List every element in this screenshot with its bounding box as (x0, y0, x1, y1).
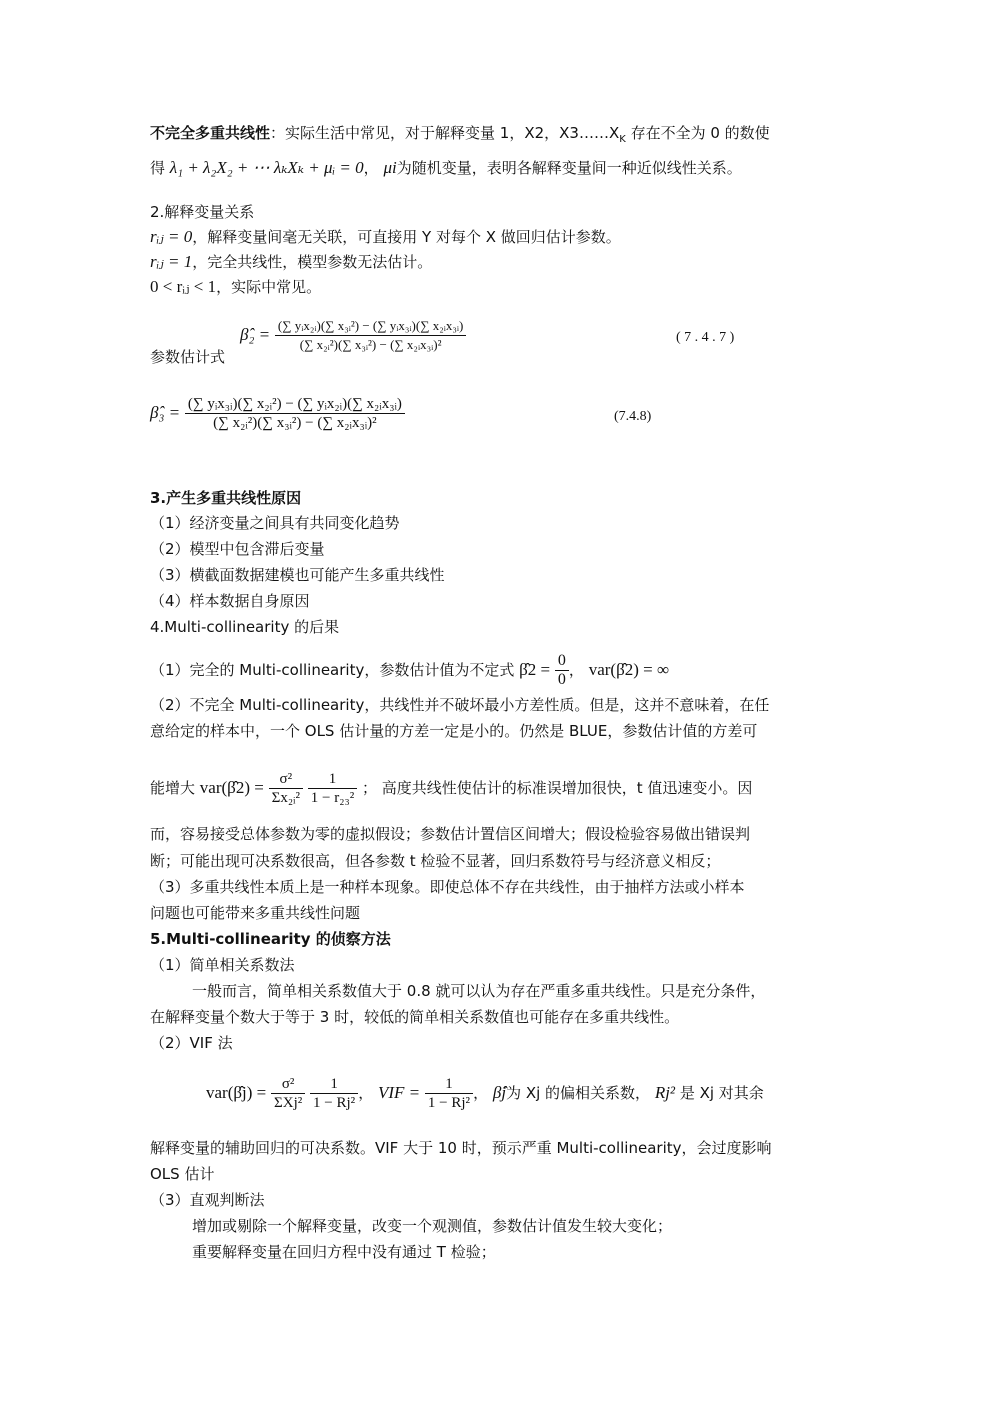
s4-var-frac2 (308, 770, 357, 807)
s4-p1-lhs: β̂2 = (519, 660, 551, 679)
s2-est-label: 参数估计式 (150, 348, 226, 366)
s5-vif-frac3 (425, 1075, 473, 1112)
s2-eq1-no: ( 7 . 4 . 7 ) (676, 330, 735, 345)
s4-var-den1: Σx₂ᵢ² (271, 790, 301, 806)
s5-m1-l1: 一般而言，简单相关系数值大于 0.8 就可以认为存在严重多重共线性。只是充分条件， (192, 982, 766, 1000)
s5-vif-den3: 1 − Rj² (427, 1095, 471, 1111)
s5-bj: β̂j (492, 1083, 507, 1102)
s5-vif-frac2 (310, 1075, 358, 1112)
s5-vif-eq: VIF = (377, 1083, 421, 1102)
s1-formula: λ₁ + λ₂X₂ + ⋯ λₖXₖ + μᵢ = 0 (169, 158, 364, 177)
s5-vif-line (206, 1075, 764, 1112)
s4-p1-frac (555, 652, 569, 689)
s4-p2-l5: 断；可能出现可决系数很高，但各参数 t 检验不显著，回归系数符号与经济意义相反； (150, 852, 721, 870)
s2-title: 2.解释变量关系 (150, 203, 255, 221)
s4-p2-l3a: 能增大 (150, 779, 196, 797)
s2-rmid (150, 276, 321, 298)
s5-vif-t3: 是 Xj 对其余 (679, 1084, 764, 1102)
s4-p1-var: var(β̂2) = ∞ (588, 660, 670, 679)
s5-vif-sep: ， (358, 1084, 374, 1102)
s1-line2 (150, 157, 742, 179)
s2-r0-text: ，解释变量间毫无关联，可直接用 Y 对每个 X 做回归估计参数。 (192, 228, 621, 246)
s5-vif-num1: σ² (271, 1075, 305, 1094)
s2-beta3-eq (150, 395, 405, 432)
s4-var-den2: 1 − r₂₃² (310, 790, 355, 806)
s1-line2-b: ， (363, 159, 379, 177)
s5-vif-num3: 1 (425, 1075, 473, 1094)
s4-p2-l3 (150, 770, 752, 807)
s4-p1 (150, 652, 669, 689)
s2-rmid-text: ，实际中常见。 (216, 278, 322, 296)
s5-vif-den2: 1 − Rj² (313, 1095, 356, 1111)
s4-p2-l1: （2）不完全 Multi-collinearity，共线性并不破坏最小方差性质。但是，这并不意味着，在任 (150, 696, 770, 714)
s2-r1-text: ，完全共线性，模型参数无法估计。 (192, 253, 433, 271)
s3-item-4: （4）样本数据自身原因 (150, 592, 310, 610)
s5-vif-den1: ΣXj² (274, 1095, 303, 1111)
s2-beta2-num: (∑ yᵢx₂ᵢ)(∑ x₃ᵢ²) − (∑ yᵢx₃ᵢ)(∑ x₂ᵢx₃ᵢ) (275, 317, 466, 336)
s5-vif-num2: 1 (310, 1075, 358, 1094)
s1-text-b: 存在不全为 0 的数使 (625, 124, 770, 142)
s1-text-a: ：实际生活中常见，对于解释变量 1，X2，X3……X (270, 124, 620, 142)
s2-beta2-eq (240, 317, 466, 354)
s1-line2-a: 得 (150, 159, 166, 177)
s2-beta3-frac (185, 395, 405, 432)
s2-beta3-den: (∑ x₂ᵢ²)(∑ x₃ᵢ²) − (∑ x₂ᵢx₃ᵢ)² (213, 415, 377, 431)
s2-beta2-frac (275, 317, 466, 354)
s2-beta2-lhs: β̂₂ = (240, 325, 271, 344)
s2-rmid-formula: 0 < rᵢⱼ < 1 (150, 277, 217, 296)
s4-var-frac1 (269, 770, 303, 807)
s4-p2-l4: 而，容易接受总体参数为零的虚拟假设；参数估计置信区间增大；假设检验容易做出错误判 (150, 825, 751, 843)
s2-r0 (150, 226, 621, 248)
s4-p2-l3b: ； 高度共线性使估计的标准误增加很快，t 值迅速变小。因 (362, 779, 753, 797)
s5-vif-t2: 为 Xj 的偏相关系数， (506, 1084, 651, 1102)
s1-line1 (150, 122, 770, 151)
s2-beta3-lhs: β̂₃ = (150, 403, 181, 422)
s4-p3-l2: 问题也可能带来多重共线性问题 (150, 904, 361, 922)
s5-m2-l2: 解释变量的辅助回归的可决系数。VIF 大于 10 时，预示严重 Multi-collinearity，会过度影响 (150, 1139, 772, 1157)
s2-eq2-no: (7.4.8) (614, 409, 652, 424)
s5-m3: （3）直观判断法 (150, 1191, 265, 1209)
s5-m2: （2）VIF 法 (150, 1034, 233, 1052)
s1-title: 不完全多重共线性 (150, 124, 271, 142)
s4-var-num2: 1 (308, 770, 357, 789)
s3-item-1: （1）经济变量之间具有共同变化趋势 (150, 514, 400, 532)
s1-line2-c: 为随机变量，表明各解释变量间一种近似线性关系。 (396, 159, 742, 177)
s5-m2-l3: OLS 估计 (150, 1165, 215, 1183)
s4-p2-l2: 意给定的样本中，一个 OLS 估计量的方差一定是小的。仍然是 BLUE，参数估计值的方差可 (150, 722, 758, 740)
s2-r1 (150, 251, 432, 273)
s2-beta2-den: (∑ x₂ᵢ²)(∑ x₃ᵢ²) − (∑ x₂ᵢx₃ᵢ)² (299, 337, 442, 352)
s5-vif-frac1 (271, 1075, 305, 1112)
s4-title: 4.Multi-collinearity 的后果 (150, 618, 340, 636)
s5-m1: （1）简单相关系数法 (150, 956, 295, 974)
s5-m1-l2: 在解释变量个数大于等于 3 时，较低的简单相关系数值也可能存在多重共线性。 (150, 1008, 680, 1026)
s4-p1-num: 0 (555, 652, 569, 671)
s5-vif-t1: ， (473, 1084, 489, 1102)
s4-var-num1: σ² (269, 770, 303, 789)
s5-vif-lhs: var(β̂j) = (206, 1083, 267, 1102)
s5-title: 5.Multi-collinearity 的侦察方法 (150, 930, 391, 948)
s3-title: 3.产生多重共线性原因 (150, 489, 302, 507)
s4-p1-mid: ， (568, 661, 584, 679)
s1-mu: μi (383, 158, 397, 177)
s5-rj2: Rj² (654, 1083, 676, 1102)
s2-beta3-num: (∑ yᵢx₃ᵢ)(∑ x₂ᵢ²) − (∑ yᵢx₂ᵢ)(∑ x₂ᵢx₃ᵢ) (185, 395, 405, 414)
s5-m3-l2: 重要解释变量在回归方程中没有通过 T 检验； (192, 1243, 496, 1261)
s4-p1-den: 0 (557, 671, 566, 688)
s3-item-3: （3）横截面数据建模也可能产生多重共线性 (150, 566, 445, 584)
s3-item-2: （2）模型中包含滞后变量 (150, 540, 325, 558)
s2-r0-formula: rᵢⱼ = 0 (150, 227, 193, 246)
s4-p3-l1: （3）多重共线性本质上是一种样本现象。即使总体不存在共线性，由于抽样方法或小样本 (150, 878, 745, 896)
s5-m3-l1: 增加或剔除一个解释变量，改变一个观测值，参数估计值发生较大变化； (192, 1217, 673, 1235)
s4-var-lhs: var(β̂2) = (199, 778, 264, 797)
s1-sub-k: K (619, 134, 626, 145)
s4-p1-text: （1）完全的 Multi-collinearity，参数估计值为不定式 (150, 661, 515, 679)
s2-r1-formula: rᵢⱼ = 1 (150, 252, 193, 271)
